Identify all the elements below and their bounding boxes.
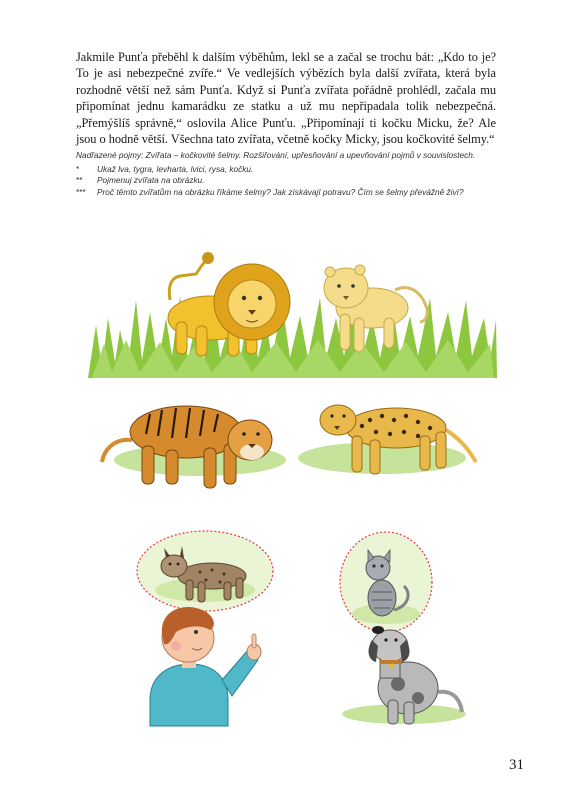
grass-strip: [88, 296, 497, 378]
task-difficulty-mark: ***: [76, 186, 86, 197]
task-difficulty-mark: **: [76, 175, 83, 186]
task-text: Ukaž lva, tygra, levharta, lvici, rysa, kočku.: [97, 164, 254, 175]
story-paragraph: Jakmile Punťa přeběhl k dalším výběhům, lekl se a začal se trochu bát: „Kdo to je? To je asi nebezpečné zvíře.“ Ve vedlejších výbězích byla další zvířata, která byla rozhodně větší než sám Punťa. Když si Punťa zvířata pořádně prohlédl, začala mu připomínat jednu kamarádku ze statku a už mu nepřipadala tolik nebezpečná. „Přemýšlíš správně,“ oslovila Alice Punťu. „Připomínají ti kočku Micku, že? Ale jsou o hodně větší. Všechna tato zvířata, včetně kočky Micky, jsou kočkovité šelmy.“: [76, 50, 496, 147]
task-difficulty-mark: *: [76, 164, 80, 175]
leopard-illustration: [298, 405, 476, 474]
page-number: 31: [509, 757, 524, 773]
task-text: Proč těmto zvířatům na obrázku říkáme šelmy? Jak získávají potravu? Čím se šelmy převážně živí?: [97, 186, 464, 197]
task-text: Pojmenuj zvířata na obrázku.: [97, 175, 205, 186]
notes-heading: Nadřazené pojmy: Zvířata – kočkovité šelmy. Rozšiřování, upřesňování a upevňování pojmů v souvislostech.: [76, 150, 476, 160]
tiger-illustration: [102, 406, 286, 488]
lion-illustration: [168, 252, 290, 356]
dog-illustration: [342, 626, 466, 724]
boy-illustration: [150, 607, 261, 726]
